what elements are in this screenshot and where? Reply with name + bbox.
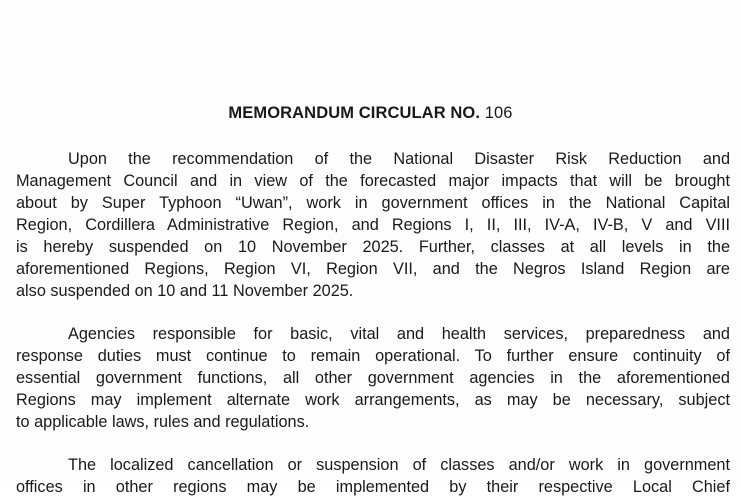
paragraph-line: to applicable laws, rules and regulations. [16,413,310,431]
paragraph-line: offices in other regions may be implemented by their respective Local Chief [16,478,730,496]
paragraph-line: also suspended on 10 and 11 November 2025. [16,282,354,300]
memo-title-label: MEMORANDUM CIRCULAR NO. [228,104,481,122]
paragraph-line: Agencies responsible for basic, vital and health services, preparedness and [68,325,730,343]
memo-title [0,104,741,123]
paragraph-line: Upon the recommendation of the National Disaster Risk Reduction and [68,150,730,168]
paragraph-line: response duties must continue to remain operational. To further ensure continuity of [16,347,730,365]
paragraph-line: Region, Cordillera Administrative Region, and Regions I, II, III, IV-A, IV-B, V and VIII [16,216,730,234]
paragraph-line: about by Super Typhoon “Uwan”, work in government offices in the National Capital [16,194,730,212]
paragraph-line: Management Council and in view of the forecasted major impacts that will be brought [16,172,730,190]
paragraph-line: The localized cancellation or suspension of classes and/or work in government [68,456,730,474]
paragraph-line: Regions may implement alternate work arrangements, as may be necessary, subject [16,391,730,409]
paragraph-line: essential government functions, all other government agencies in the aforementioned [16,369,730,387]
paragraph-line: is hereby suspended on 10 November 2025. Further, classes at all levels in the [16,238,730,256]
paragraph-line: aforementioned Regions, Region VI, Region VII, and the Negros Island Region are [16,260,730,278]
memo-number: 106 [484,104,513,122]
